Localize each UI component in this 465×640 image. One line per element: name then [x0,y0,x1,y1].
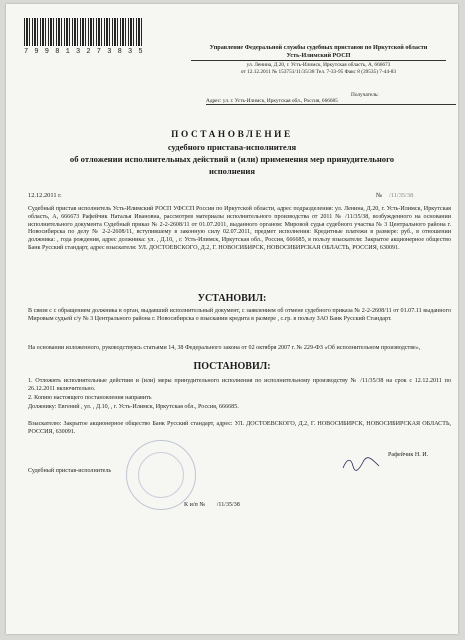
resolution-debtor: Должнику: Евгений , ул. , Д.10, , г. Усть-Илимск, Иркутская обл., Россия, 666685. [28,404,239,410]
agency-addr-line2: от 12.12.2011 № 153751/11/35/38 Тел. 7-33-95 Факс 8 (39535) 7-44-83 [240,69,397,75]
recipient-label: Получатель: [351,92,379,98]
section-heading-resolved: ПОСТАНОВИЛ: [193,361,271,372]
barcode-number: 7 9 9 8 1 3 2 7 3 8 3 5 [24,48,144,56]
doc-number-symbol: № [376,192,383,199]
doc-title: ПОСТАНОВЛЕНИЕ [171,130,293,140]
legal-basis-paragraph: На основании изложенного, руководствуясь статьями 14, 38 Федерального закона от 02 октября 2007 г. № 229-ФЗ «Об исполнительном производстве», [28,345,421,351]
doc-subtitle: судебного пристава-исполнителя [167,142,297,152]
established-paragraph: В связи с с обращением должника в орган, выдавший исполнительный документ, с заявлением об отмене судебного приказа № 2-2-2608/11 от 01.07.11 выданного Мировым судьей с/у № 3 Центрального района г. Новосибирска о взыскании кредита в размере , с.гр. в пользу ЗАО Банк Русский Стандарт. [28,308,451,322]
official-stamp-inner [138,452,184,498]
agency-name [191,44,446,60]
case-reference-number: /11/35/38 [216,502,240,508]
doc-subject-line1: об отложении исполнительных действий и (или) применения мер принудительного [69,154,395,164]
doc-subject-line2: исполнения [208,166,256,176]
intro-paragraph: Судебный пристав исполнитель Усть-Илимский РОСП УФССП России по Иркутской области, адрес подразделения: ул. Ленина, Д.20, г. Усть-Илимск, Иркутская область, А, 666673 Рафейчик Наталья Ивановна, рассмотрев материалы исполнительного производства от 2011 № /11/35/38, возбужденного на основании исполнительного документа Судебный приказ № 2-2-2608/11 от 01.07.2011, выданного органом: Мировой судья судебного участка № 3 Центрального района г. Новосибирска по делу № 2-2-2608/11, вступившему в законную силу 02.07.2011, предмет исполнения: Кредитные платежи в размере: руб., в отношении должника: , года рождения, адрес должника: ул. , Д.10, , г. Усть-Илимск, Иркутская обл., Россия, 666685, в пользу взыскателя: Закрытое акционерное общество Банк Русский стандарт, адрес взыскателя: УЛ. ДОСТОЕВСКОГО, Д.2, Г. НОВОСИБИРСК, НОВОСИБИРСКАЯ ОБЛАСТЬ, РОССИЯ, 630091. [28,206,451,251]
doc-number: /11/35/38 [389,192,414,199]
resolution-creditor: Взыскателю: Закрытое акционерное общество Банк Русский стандарт, адрес: УЛ. ДОСТОЕВСКОГО, Д.2, Г. НОВОСИБИРСК, НОВОСИБИРСКАЯ ОБЛАСТЬ, РОССИЯ, 630091. [28,421,451,435]
case-reference-label: К и/п № [184,502,206,508]
agency-addr-line1: ул. Ленина, Д.20, г. Усть-Илимск, Иркутская область, А, 666673 [246,62,391,68]
document-page [6,4,458,634]
agency-address [191,60,446,76]
agency-line2: Усть-Илимский РОСП [286,52,351,59]
section-heading-established: УСТАНОВИЛ: [197,293,267,304]
resolution-item-1: 1. Отложить исполнительные действия и (или) меры принудительного исполнения по исполнительному производству № /11/35/38 на срок с 12.12.2011 по 26.12.2011 включительно. [28,378,451,392]
signer-name: Рафейчик Н. И. [388,452,429,458]
doc-date: 12.12.2011 г. [28,192,62,199]
handwritten-signature [341,454,381,474]
barcode-image [24,18,144,46]
signer-role: Судебный пристав-исполнитель [28,468,112,474]
agency-line1: Управление Федеральной службы судебных приставов по Иркутской области [209,44,428,51]
recipient-address: Адрес: ул. г. Усть-Илимск, Иркутская обл., Россия, 666685 [206,98,456,105]
resolution-item-2: 2. Копию настоящего постановления направить [28,395,152,401]
case-reference [184,502,240,508]
